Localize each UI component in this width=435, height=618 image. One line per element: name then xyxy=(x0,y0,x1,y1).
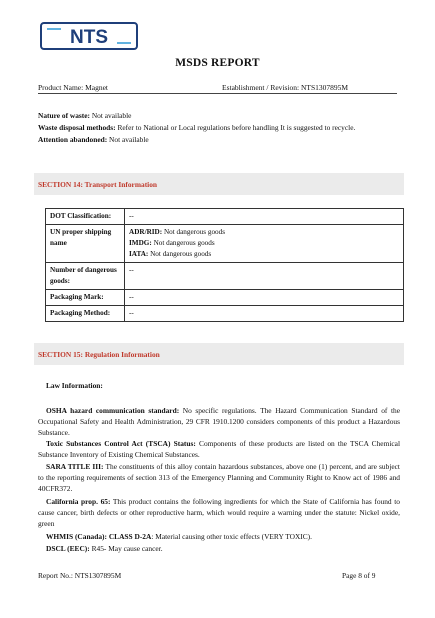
footer-page-number: Page 8 of 9 xyxy=(342,571,376,580)
section-15-title: SECTION 15: Regulation Information xyxy=(38,350,160,359)
dot-value: -- xyxy=(125,209,404,225)
sara-label: SARA TITLE III: xyxy=(46,462,104,471)
method-label: Packaging Method: xyxy=(46,306,125,322)
section-14-header xyxy=(34,173,404,195)
iata-value: Not dangerous goods xyxy=(148,250,212,258)
table-row xyxy=(46,263,404,290)
method-value: -- xyxy=(125,306,404,322)
imdg-value: Not dangerous goods xyxy=(151,239,215,247)
mark-label: Packaging Mark: xyxy=(46,290,125,306)
number-value: -- xyxy=(125,263,404,290)
section-14-title: SECTION 14: Transport Information xyxy=(38,180,158,189)
osha-paragraph xyxy=(38,405,400,438)
california-label: California prop. 65: xyxy=(46,497,111,506)
table-row xyxy=(46,306,404,322)
whmis-label: WHMIS (Canada): xyxy=(46,532,107,541)
footer-report-number: Report No.: NTS1307895M xyxy=(38,571,122,580)
osha-label: OSHA hazard communication standard: xyxy=(46,406,180,415)
whmis-paragraph xyxy=(38,531,400,542)
header-row xyxy=(38,83,398,92)
law-information xyxy=(46,380,408,391)
un-label: UN proper shipping name xyxy=(46,225,125,263)
disposal-label: Waste disposal methods: xyxy=(38,123,116,132)
osha-value: No specific regulations. The Hazard Communication Standard of the Occupational Safety and Health Administration, 29 CFR 1910.1200 considers components of this product a Hazardous Substance. xyxy=(38,406,400,437)
attention-abandoned xyxy=(38,134,408,146)
section-15-header xyxy=(34,343,404,365)
dscl-label: DSCL (EEC): xyxy=(46,544,90,553)
whmis-value: : Material causing other toxic effects (VERY TOXIC). xyxy=(151,532,312,541)
nature-label: Nature of waste: xyxy=(38,111,90,120)
california-value: This product contains the following ingredients for which the State of California has found to cause cancer, birth defects or other reproductive harm, which would require a warning under the statute: Nickel oxide, green xyxy=(38,497,400,528)
california-paragraph xyxy=(38,496,400,529)
nts-logo xyxy=(40,22,138,50)
establishment-revision: Establishment / Revision: NTS1307895M xyxy=(222,83,349,92)
table-row xyxy=(46,290,404,306)
imdg-label: IMDG: xyxy=(129,239,152,247)
tsca-label: Toxic Substances Control Act (TSCA) Status: xyxy=(46,439,196,448)
logo-text: NTS xyxy=(70,27,108,48)
dot-label: DOT Classification: xyxy=(46,209,125,225)
attention-value: Not available xyxy=(107,135,149,144)
product-name: Product Name: Magnet xyxy=(38,83,108,92)
dscl-value: R45- May cause cancer. xyxy=(89,544,163,553)
dscl-paragraph xyxy=(38,543,400,554)
un-values xyxy=(125,225,404,263)
sara-value: The constituents of this alloy contain hazardous substances, above one (1) percent, and are subject to the reporting requirements of section 313 of the Emergency Planning and Community Right to Know act of 1986 and 40CFR372. xyxy=(38,462,400,493)
waste-disposal xyxy=(38,122,418,134)
disposal-value: Refer to National or Local regulations before handling It is suggested to recycle. xyxy=(115,123,356,132)
nature-value: Not available xyxy=(90,111,132,120)
transport-table xyxy=(45,208,404,322)
tsca-paragraph xyxy=(38,438,400,460)
mark-value: -- xyxy=(125,290,404,306)
table-row xyxy=(46,209,404,225)
nature-of-waste xyxy=(38,110,408,122)
table-row xyxy=(46,225,404,263)
law-label: Law Information: xyxy=(46,381,103,390)
tsca-value: Components of these products are listed on the TSCA Chemical Substance Inventory of Existing Chemical Substances. xyxy=(38,439,401,459)
adr-label: ADR/RID: xyxy=(129,228,163,236)
whmis-class: CLASS D-2A xyxy=(106,532,152,541)
adr-value: Not dangerous goods xyxy=(162,228,226,236)
iata-label: IATA: xyxy=(129,250,149,258)
attention-label: Attention abandoned: xyxy=(38,135,108,144)
sara-paragraph xyxy=(38,461,400,494)
page-title: MSDS REPORT xyxy=(175,57,260,69)
header-divider xyxy=(38,93,397,94)
number-label: Number of dangerous goods: xyxy=(46,263,125,290)
